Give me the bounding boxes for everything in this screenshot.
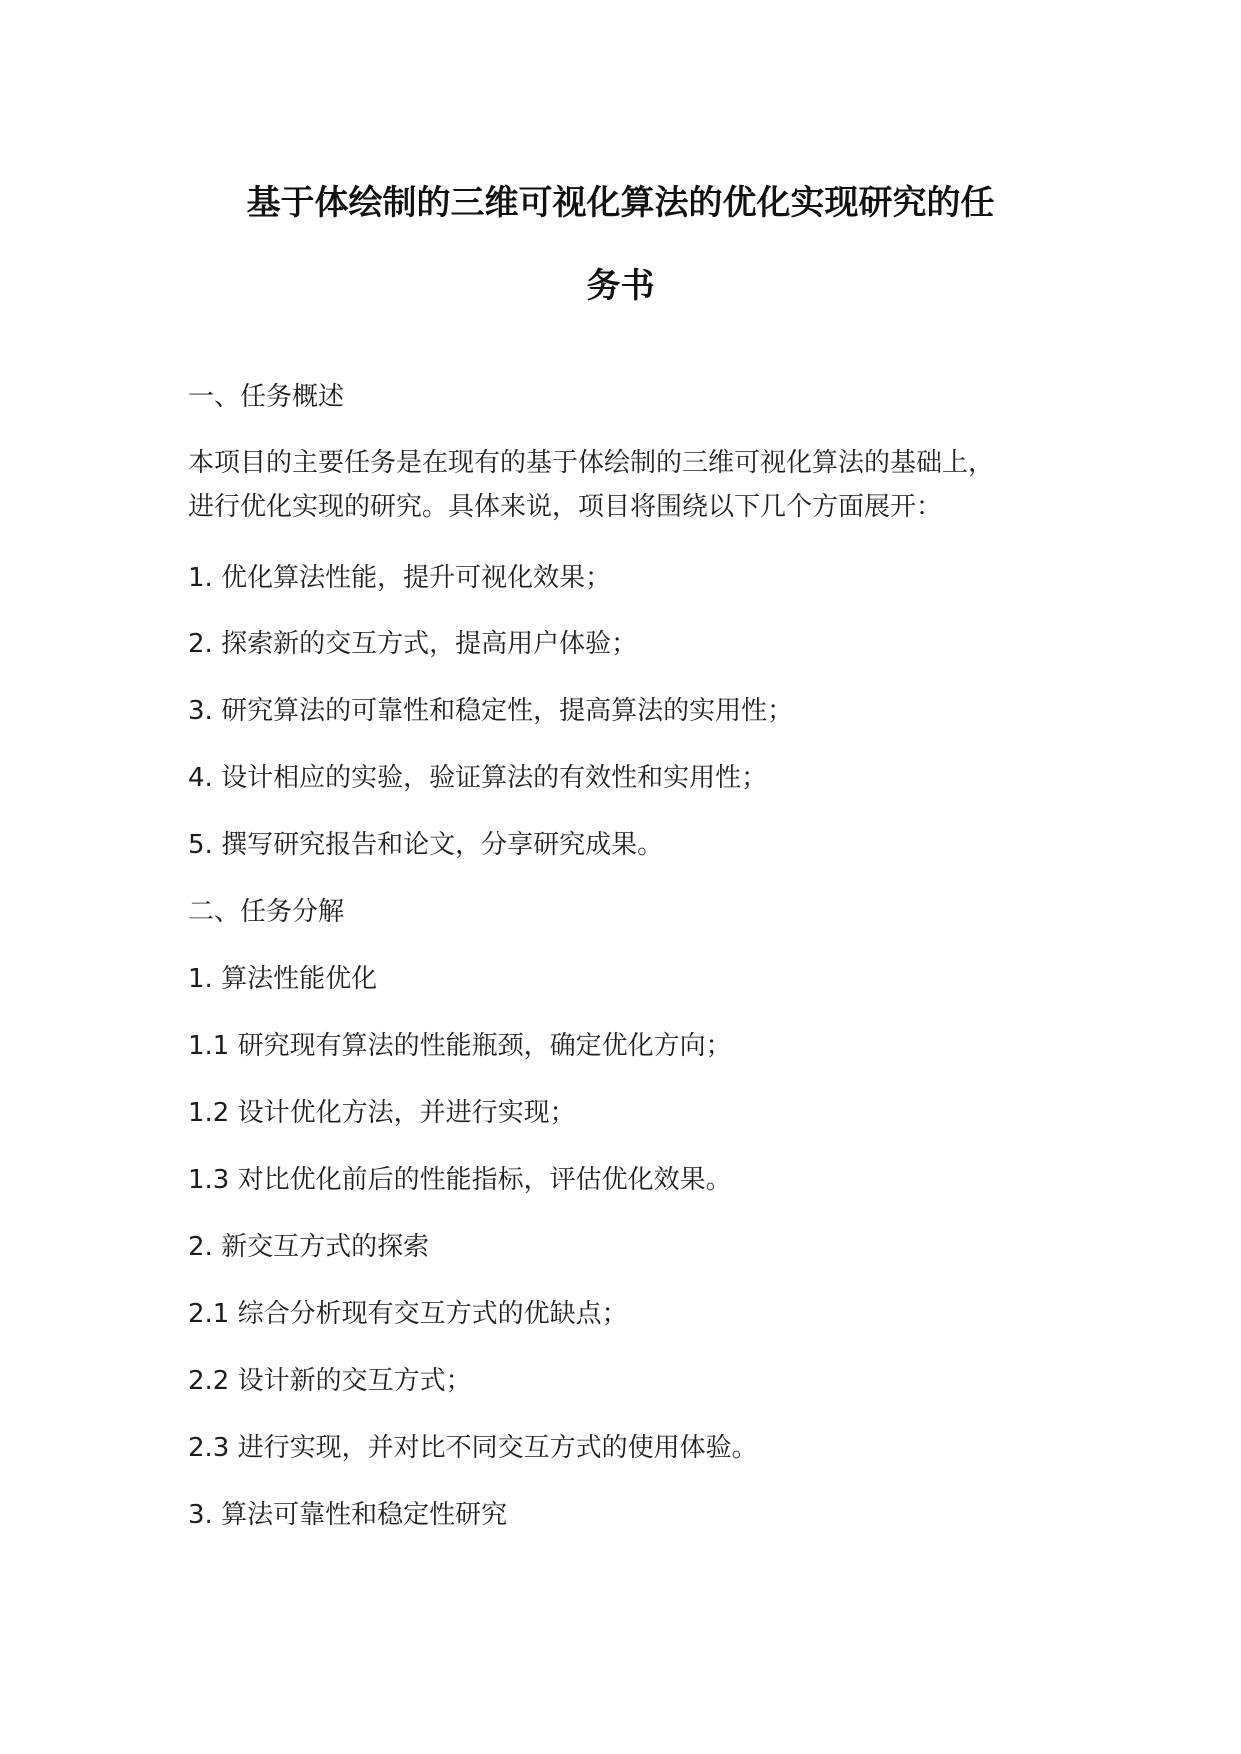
goal-item-5: 5. 撰写研究报告和论文，分享研究成果。 [188,830,664,860]
task-item-2-3: 2.3 进行实现，并对比不同交互方式的使用体验。 [188,1433,758,1463]
intro-paragraph-line-2: 进行优化实现的研究。具体来说，项目将围绕以下几个方面展开： [188,492,943,522]
goal-item-2: 2. 探索新的交互方式，提高用户体验； [188,629,638,659]
task-item-1-2: 1.2 设计优化方法，并进行实现； [188,1098,576,1128]
goal-item-4: 4. 设计相应的实验，验证算法的有效性和实用性； [188,763,768,793]
task-item-2-1: 2.1 综合分析现有交互方式的优缺点； [188,1299,628,1329]
section-heading-breakdown: 二、任务分解 [188,897,345,927]
goal-item-1: 1. 优化算法性能，提升可视化效果； [188,563,612,593]
document-title-line-2: 务书 [586,266,655,306]
goal-item-3: 3. 研究算法的可靠性和稳定性，提高算法的实用性； [188,696,794,726]
section-heading-overview: 一、任务概述 [188,382,345,412]
intro-paragraph-line-1: 本项目的主要任务是在现有的基于体绘制的三维可视化算法的基础上， [188,448,995,478]
task-item-1-3: 1.3 对比优化前后的性能指标，评估优化效果。 [188,1165,732,1195]
task-item-2-2: 2.2 设计新的交互方式； [188,1366,472,1396]
task-heading-1: 1. 算法性能优化 [188,964,378,994]
task-heading-2: 2. 新交互方式的探索 [188,1232,430,1262]
document-title-line-1: 基于体绘制的三维可视化算法的优化实现研究的任 [246,183,995,223]
task-item-1-1: 1.1 研究现有算法的性能瓶颈，确定优化方向； [188,1031,732,1061]
task-heading-3: 3. 算法可靠性和稳定性研究 [188,1500,508,1530]
